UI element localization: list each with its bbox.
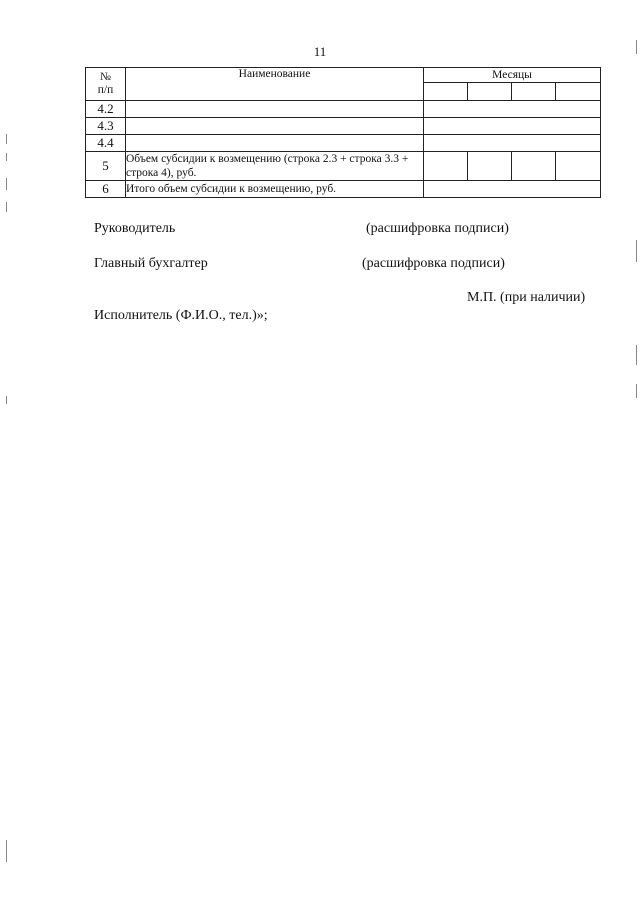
row-months [424,135,601,152]
scan-mark [636,40,637,54]
row-name: Объем субсидии к возмещению (строка 2.3 + строка 3.3 + строка 4), руб. [126,152,424,181]
month-cell [424,152,468,181]
header-name: Наименование [126,68,424,101]
subsidy-table [85,67,601,198]
table-row [86,135,601,152]
row-months [424,181,601,198]
row-number: 4.3 [86,118,126,135]
scan-mark [636,345,637,365]
header-number: № п/п [86,68,126,101]
table-row [86,152,601,181]
row-name [126,101,424,118]
table-row [86,118,601,135]
scan-mark [6,178,7,190]
page-number: 11 [313,44,327,59]
month-cell [468,83,512,101]
scan-mark [6,153,7,161]
month-cell [556,152,601,181]
row-months [424,101,601,118]
row-name: Итого объем субсидии к возмещению, руб. [126,181,424,198]
row-number: 6 [86,181,126,198]
scan-mark [6,396,7,404]
head-label: Руководитель [94,221,176,236]
head-decoding: (расшифровка подписи) [366,221,509,236]
row-number: 4.2 [86,101,126,118]
month-cell [424,83,468,101]
month-cell [556,83,601,101]
stamp-label: М.П. (при наличии) [467,290,586,305]
scan-mark [6,134,7,144]
row-number: 5 [86,152,126,181]
row-number: 4.4 [86,135,126,152]
scan-mark [6,840,7,862]
header-months: Месяцы [424,68,601,83]
accountant-decoding: (расшифровка подписи) [362,256,505,271]
scan-mark [636,240,637,262]
table-row [86,101,601,118]
accountant-label: Главный бухгалтер [94,256,208,271]
month-cell [512,83,556,101]
executor-label: Исполнитель (Ф.И.О., тел.)»; [94,308,268,323]
table-row [86,181,601,198]
row-months [424,118,601,135]
row-name [126,135,424,152]
month-cell [468,152,512,181]
scan-mark [636,384,637,398]
month-cell [512,152,556,181]
row-name [126,118,424,135]
scan-mark [6,202,7,212]
